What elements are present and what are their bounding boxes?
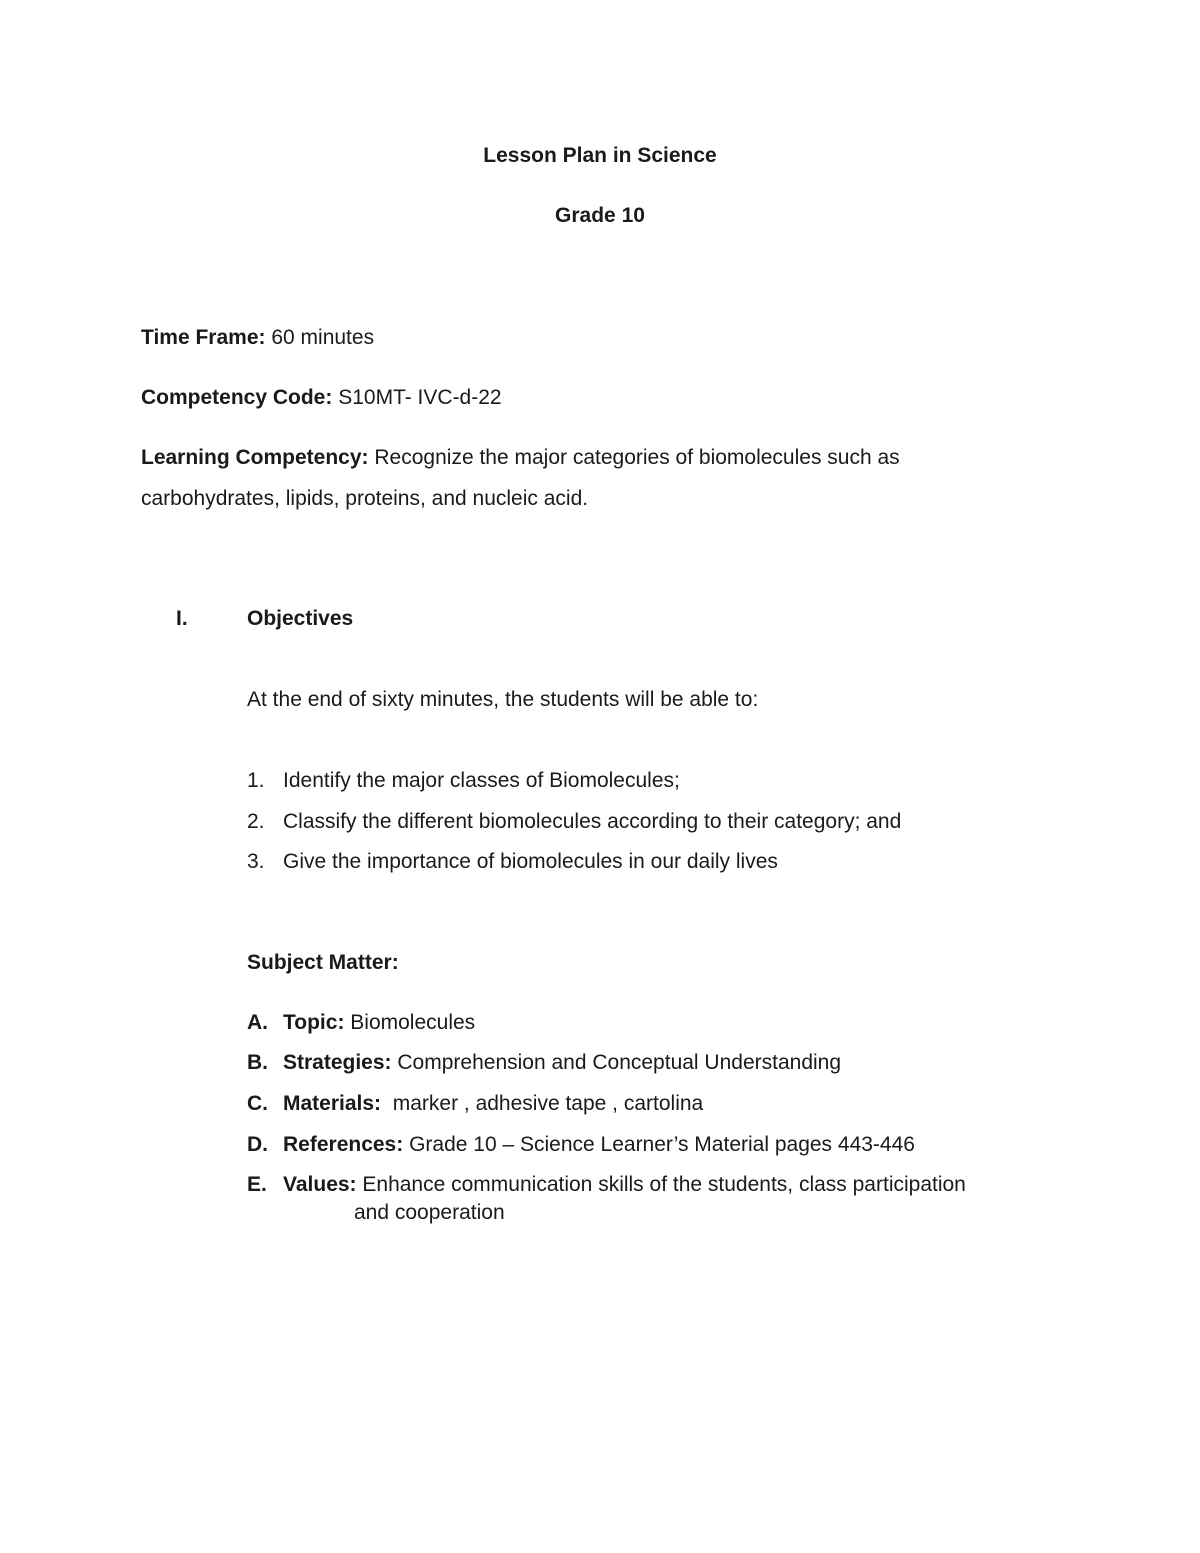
objective-number: 3. xyxy=(247,850,265,873)
subject-item-letter: D. xyxy=(247,1133,268,1156)
subject-item-value: marker , adhesive tape , cartolina xyxy=(386,1092,704,1115)
subject-item xyxy=(283,1172,966,1197)
subject-item-label: References: xyxy=(283,1133,404,1156)
subject-item xyxy=(283,1091,703,1116)
subject-item xyxy=(283,1050,841,1075)
learning-competency-text: Recognize the major categories of biomolecules such as xyxy=(374,446,900,469)
subject-item-letter: B. xyxy=(247,1051,268,1074)
document-title: Lesson Plan in Science xyxy=(483,144,717,167)
objective-text: Give the importance of biomolecules in our daily lives xyxy=(283,850,778,873)
subject-item xyxy=(283,1010,475,1035)
subject-item-label: Materials: xyxy=(283,1092,382,1115)
learning-competency-label: Learning Competency: xyxy=(141,446,369,469)
competency-code-line xyxy=(141,385,502,410)
objective-number: 1. xyxy=(247,769,265,792)
subject-item-label: Strategies: xyxy=(283,1051,392,1074)
subject-item-value: Biomolecules xyxy=(350,1011,476,1034)
objective-text: Classify the different biomolecules according to their category; and xyxy=(283,810,902,833)
grade-heading: Grade 10 xyxy=(555,204,645,227)
objectives-heading: Objectives xyxy=(247,607,354,630)
objective-number: 2. xyxy=(247,810,265,833)
subject-matter-heading: Subject Matter: xyxy=(247,951,399,974)
subject-item-value: Enhance communication skills of the students, class participation xyxy=(362,1173,966,1196)
subject-item-letter: A. xyxy=(247,1011,268,1034)
objectives-intro: At the end of sixty minutes, the students will be able to: xyxy=(247,688,759,711)
objectives-numeral: I. xyxy=(176,607,188,630)
subject-item-value: Comprehension and Conceptual Understanding xyxy=(397,1051,842,1074)
time-frame-label: Time Frame: xyxy=(141,326,266,349)
objective-text: Identify the major classes of Biomolecules; xyxy=(283,769,680,792)
time-frame-line xyxy=(141,325,374,350)
subject-item xyxy=(283,1132,915,1157)
competency-code-label: Competency Code: xyxy=(141,386,333,409)
subject-item-label: Topic: xyxy=(283,1011,345,1034)
competency-code-value: S10MT- IVC-d-22 xyxy=(338,386,502,409)
subject-item-letter: C. xyxy=(247,1092,268,1115)
subject-item-letter: E. xyxy=(247,1173,267,1196)
learning-competency-line1 xyxy=(141,445,900,470)
learning-competency-line2: carbohydrates, lipids, proteins, and nucleic acid. xyxy=(141,487,589,510)
time-frame-value: 60 minutes xyxy=(271,326,375,349)
subject-item-continuation: and cooperation xyxy=(354,1201,505,1224)
subject-item-label: Values: xyxy=(283,1173,357,1196)
subject-item-value: Grade 10 – Science Learner’s Material pages 443-446 xyxy=(409,1133,915,1156)
